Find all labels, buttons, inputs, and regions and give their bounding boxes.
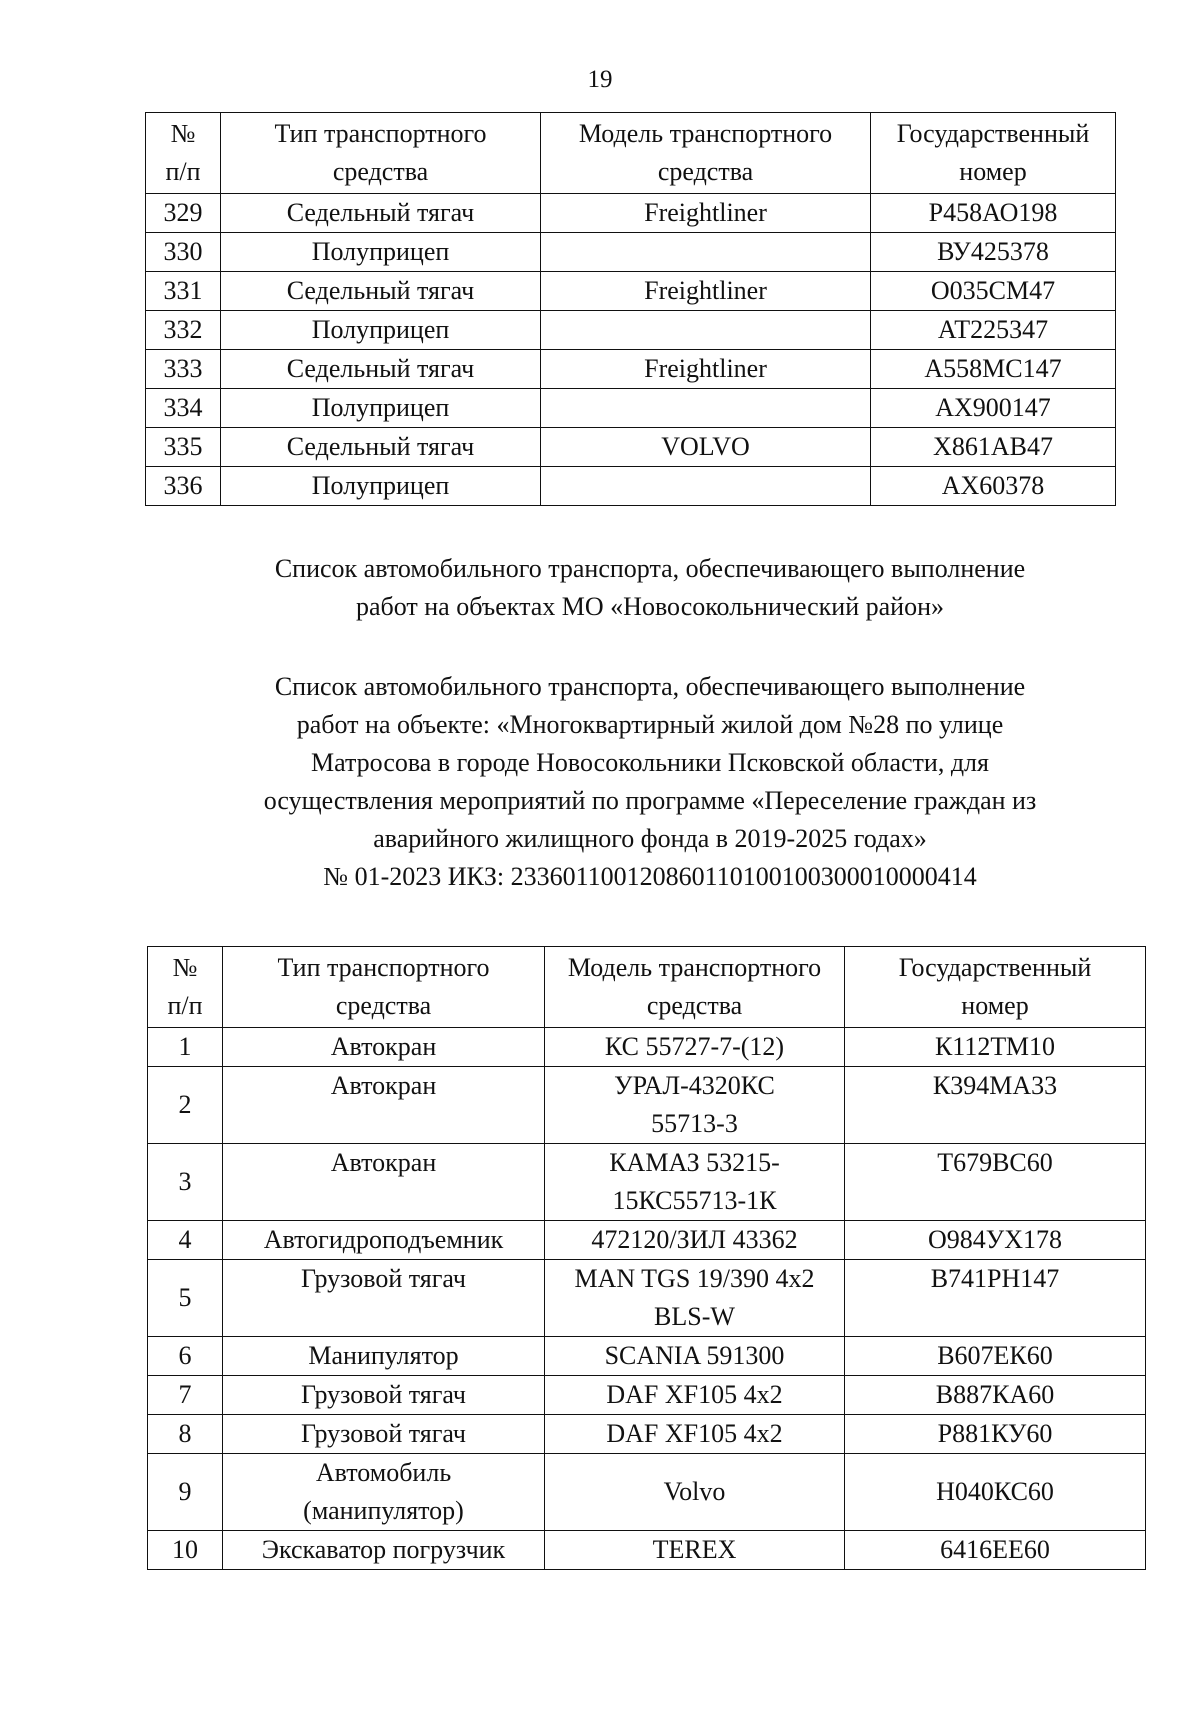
- cell-line: Volvo: [663, 1477, 726, 1506]
- cell-model: VOLVO: [541, 428, 871, 467]
- table-row: [148, 1221, 1146, 1260]
- table-row: [148, 1337, 1146, 1376]
- cell-type: [223, 1028, 545, 1067]
- cell-type: [223, 1337, 545, 1376]
- header-num: № п/п: [148, 947, 223, 1028]
- cell-model: Freightliner: [541, 194, 871, 233]
- cell-num: 4: [148, 1221, 223, 1260]
- cell-model: [545, 1221, 845, 1260]
- cell-plate: А558МС147: [871, 350, 1116, 389]
- cell-line: Грузовой тягач: [301, 1264, 466, 1293]
- header-type: Тип транспортного средства: [221, 113, 541, 194]
- cell-num: 3: [148, 1144, 223, 1221]
- cell-type: Полуприцеп: [221, 311, 541, 350]
- cell-type: [223, 1067, 545, 1144]
- cell-line: MAN TGS 19/390 4x2: [574, 1264, 815, 1293]
- cell-type: Полуприцеп: [221, 467, 541, 506]
- cell-num: 2: [148, 1067, 223, 1144]
- header-model: Модель транспортного средства: [545, 947, 845, 1028]
- cell-plate: 6416ЕЕ60: [845, 1531, 1146, 1570]
- header-plate: Государственный номер: [871, 113, 1116, 194]
- cell-line: 472120/ЗИЛ 43362: [591, 1225, 798, 1254]
- cell-plate: О984УХ178: [845, 1221, 1146, 1260]
- table-row: [146, 272, 1116, 311]
- table-row: [146, 467, 1116, 506]
- cell-num: 335: [146, 428, 221, 467]
- table-row: [148, 1067, 1146, 1144]
- table-row: [148, 1260, 1146, 1337]
- cell-plate: Н040КС60: [845, 1454, 1146, 1531]
- cell-plate: ВУ425378: [871, 233, 1116, 272]
- cell-num: 332: [146, 311, 221, 350]
- cell-line: Грузовой тягач: [301, 1419, 466, 1448]
- cell-plate: АТ225347: [871, 311, 1116, 350]
- table-row: [148, 1144, 1146, 1221]
- cell-plate: К112ТМ10: [845, 1028, 1146, 1067]
- cell-type: [223, 1376, 545, 1415]
- cell-type: [223, 1454, 545, 1531]
- cell-plate: В607ЕК60: [845, 1337, 1146, 1376]
- cell-line: Автокран: [330, 1148, 437, 1177]
- cell-num: 1: [148, 1028, 223, 1067]
- cell-line: TEREX: [652, 1535, 737, 1564]
- cell-num: 336: [146, 467, 221, 506]
- cell-model: [541, 311, 871, 350]
- cell-line: DAF XF105 4x2: [606, 1380, 783, 1409]
- cell-plate: Р458АО198: [871, 194, 1116, 233]
- table-row: [146, 194, 1116, 233]
- cell-plate: К394МА33: [845, 1067, 1146, 1144]
- cell-model: Freightliner: [541, 350, 871, 389]
- cell-line: Экскаватор погрузчик: [261, 1535, 506, 1564]
- cell-line: 15КС55713-1К: [612, 1186, 777, 1215]
- cell-type: Седельный тягач: [221, 350, 541, 389]
- vehicle-table-1: [145, 112, 1116, 506]
- cell-num: 334: [146, 389, 221, 428]
- cell-type: [223, 1415, 545, 1454]
- cell-model: [545, 1028, 845, 1067]
- cell-line: Автомобиль: [315, 1458, 452, 1487]
- cell-line: Грузовой тягач: [301, 1380, 466, 1409]
- table-row: [146, 350, 1116, 389]
- cell-line: Манипулятор: [308, 1341, 459, 1370]
- header-plate: Государственный номер: [845, 947, 1146, 1028]
- cell-plate: Т679ВС60: [845, 1144, 1146, 1221]
- section-heading-1: [150, 550, 1150, 626]
- cell-model: [545, 1415, 845, 1454]
- cell-line: SCANIA 591300: [604, 1341, 785, 1370]
- table-row: [146, 389, 1116, 428]
- table-row: [148, 1454, 1146, 1531]
- table-row: [146, 428, 1116, 467]
- table-row: [146, 311, 1116, 350]
- heading-line: работ на объектах МО «Новосокольнический район»: [355, 592, 945, 621]
- cell-model: [545, 1260, 845, 1337]
- cell-line: (манипулятор): [303, 1496, 464, 1525]
- cell-line: DAF XF105 4x2: [606, 1419, 783, 1448]
- cell-model: Freightliner: [541, 272, 871, 311]
- cell-model: [541, 233, 871, 272]
- table-row: [146, 233, 1116, 272]
- table-row: [148, 1028, 1146, 1067]
- cell-type: [223, 1531, 545, 1570]
- cell-model: [541, 467, 871, 506]
- cell-num: 329: [146, 194, 221, 233]
- cell-line: КС 55727-7-(12): [604, 1032, 785, 1061]
- heading-line: аварийного жилищного фонда в 2019-2025 годах»: [373, 824, 927, 853]
- cell-line: КАМАЗ 53215-: [609, 1148, 780, 1177]
- header-model: Модель транспортного средства: [541, 113, 871, 194]
- cell-num: 6: [148, 1337, 223, 1376]
- cell-model: [541, 389, 871, 428]
- cell-num: 5: [148, 1260, 223, 1337]
- heading-line: работ на объекте: «Многоквартирный жилой дом №28 по улице: [296, 710, 1004, 739]
- cell-plate: АХ60378: [871, 467, 1116, 506]
- cell-line: Автокран: [330, 1071, 437, 1100]
- cell-type: Седельный тягач: [221, 194, 541, 233]
- cell-plate: В887КА60: [845, 1376, 1146, 1415]
- header-num: № п/п: [146, 113, 221, 194]
- header-type: Тип транспортного средства: [223, 947, 545, 1028]
- cell-type: Полуприцеп: [221, 233, 541, 272]
- table-header: [148, 947, 1146, 1028]
- table-row: [148, 1415, 1146, 1454]
- cell-line: 55713-3: [651, 1109, 738, 1138]
- table-row: [148, 1531, 1146, 1570]
- cell-line: BLS-W: [654, 1302, 735, 1331]
- cell-plate: АХ900147: [871, 389, 1116, 428]
- page-number: 19: [587, 66, 613, 93]
- cell-model: [545, 1337, 845, 1376]
- cell-num: 331: [146, 272, 221, 311]
- heading-line: осуществления мероприятий по программе «Переселение граждан из: [263, 786, 1037, 815]
- cell-plate: В741РН147: [845, 1260, 1146, 1337]
- cell-model: [545, 1531, 845, 1570]
- cell-plate: Р881КУ60: [845, 1415, 1146, 1454]
- heading-line: № 01-2023 ИКЗ: 233601100120860110100100300010000414: [323, 862, 977, 891]
- cell-line: Автогидроподъемник: [263, 1225, 504, 1254]
- section-heading-2: [150, 668, 1150, 896]
- cell-num: 9: [148, 1454, 223, 1531]
- cell-num: 10: [148, 1531, 223, 1570]
- cell-plate: О035СМ47: [871, 272, 1116, 311]
- cell-type: [223, 1221, 545, 1260]
- cell-num: 333: [146, 350, 221, 389]
- cell-type: [223, 1260, 545, 1337]
- cell-type: Седельный тягач: [221, 428, 541, 467]
- cell-type: Полуприцеп: [221, 389, 541, 428]
- cell-model: [545, 1067, 845, 1144]
- vehicle-table-2: [147, 946, 1146, 1570]
- heading-line: Список автомобильного транспорта, обеспечивающего выполнение: [274, 554, 1026, 583]
- cell-num: 8: [148, 1415, 223, 1454]
- cell-type: [223, 1144, 545, 1221]
- table-header: [146, 113, 1116, 194]
- cell-model: [545, 1144, 845, 1221]
- heading-line: Матросова в городе Новосокольники Псковской области, для: [311, 748, 989, 777]
- heading-line: Список автомобильного транспорта, обеспечивающего выполнение: [274, 672, 1026, 701]
- table-row: [148, 1376, 1146, 1415]
- cell-num: 7: [148, 1376, 223, 1415]
- cell-model: [545, 1376, 845, 1415]
- cell-line: Автокран: [330, 1032, 437, 1061]
- cell-model: [545, 1454, 845, 1531]
- cell-num: 330: [146, 233, 221, 272]
- cell-line: УРАЛ-4320КС: [614, 1071, 775, 1100]
- cell-plate: Х861АВ47: [871, 428, 1116, 467]
- cell-type: Седельный тягач: [221, 272, 541, 311]
